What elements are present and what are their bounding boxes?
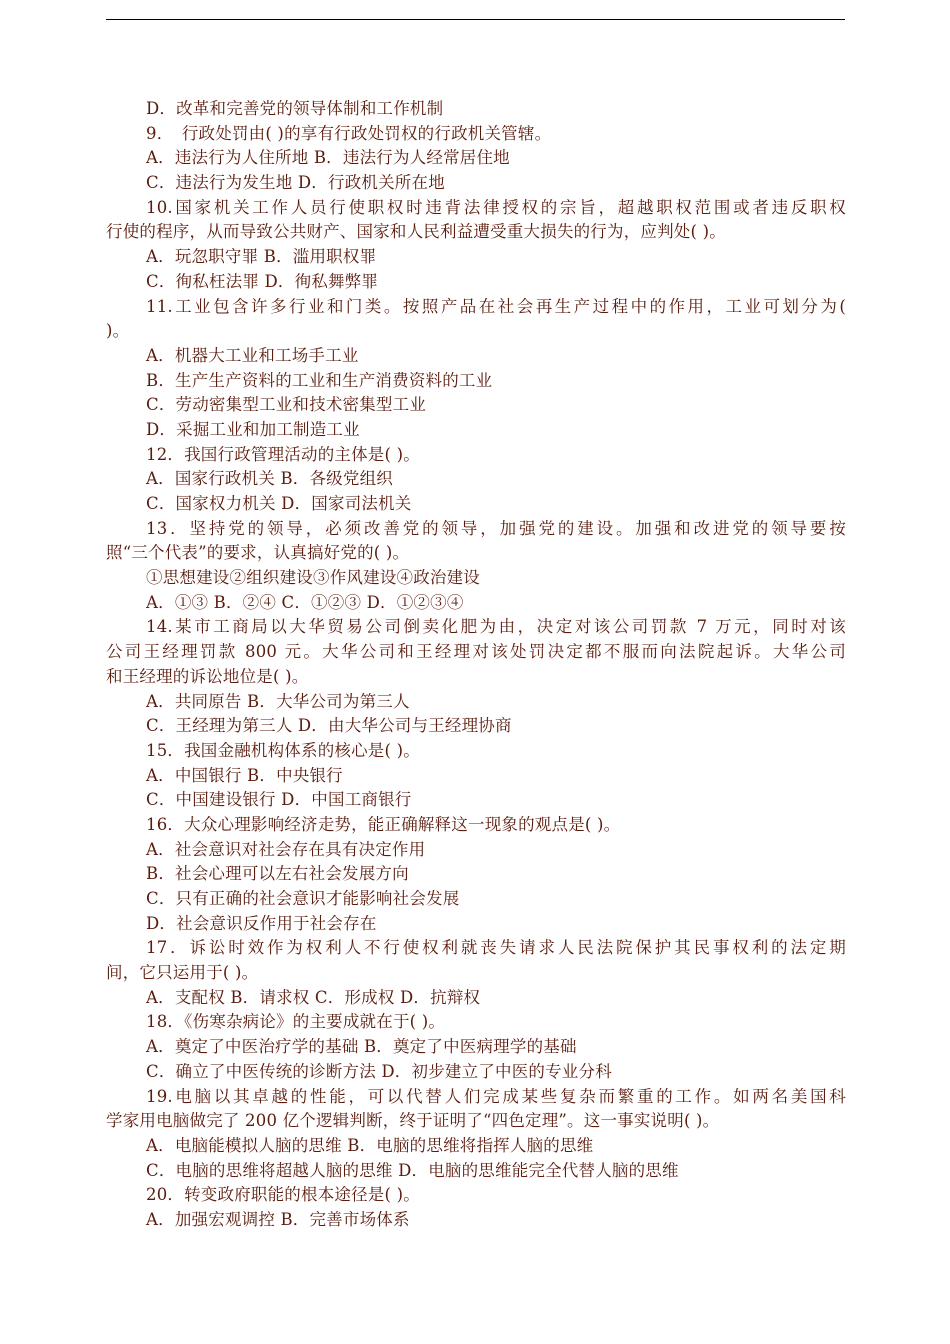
option-line: B．社会心理可以左右社会发展方向 [146,864,409,884]
option-line: A．支配权 B．请求权 C．形成权 D．抗辩权 [146,987,481,1007]
option-line: C．国家权力机关 D．国家司法机关 [146,494,412,513]
question-16: 16．大众心理影响经济走势，能正确解释这一现象的观点是( )。 [146,814,621,834]
option-line: A．加强宏观调控 B．完善市场体系 [146,1209,410,1229]
option-line: A．玩忽职守罪 B．滥用职权罪 [146,247,377,267]
option-line: C．王经理为第三人 D．由大华公司与王经理协商 [146,716,512,736]
question-9: 9． 行政处罚由( )的享有行政处罚权的行政机关管辖。 [146,123,552,143]
option-line: C．只有正确的社会意识才能影响社会发展 [146,889,460,908]
option-line: A．社会意识对社会存在具有决定作用 [146,839,426,859]
question-14-continued: 公司王经理罚款 800 元。大华公司和王经理对该处罚决定都不服而向法院起诉。大华公司 [106,642,846,662]
option-line: B．生产生产资料的工业和生产消费资料的工业 [146,370,493,390]
option-line: D．社会意识反作用于社会存在 [146,913,377,933]
option-line: A．中国银行 B．中央银行 [146,765,343,785]
option-line: A．奠定了中医治疗学的基础 B．奠定了中医病理学的基础 [146,1037,577,1057]
option-line: A．国家行政机关 B．各级党组织 [146,469,393,489]
option-line: D．采掘工业和加工制造工业 [146,419,360,439]
option-line: A．电脑能模拟人脑的思维 B．电脑的思维将指挥人脑的思维 [146,1135,594,1155]
option-line: A．违法行为人住所地 B．违法行为人经常居住地 [146,148,510,168]
option-line: A．机器大工业和工场手工业 [146,345,359,365]
question-19: 19.电脑以其卓越的性能，可以代替人们完成某些复杂而繁重的工作。如两名美国科 [146,1086,846,1106]
question-17: 17．诉讼时效作为权利人不行使权利就丧失请求人民法院保护其民事权利的法定期 [146,938,846,958]
question-10: 10.国家机关工作人员行使职权时违背法律授权的宗旨，超越职权范围或者违反职权 [146,197,846,217]
option-line: C．违法行为发生地 D．行政机关所在地 [146,173,445,193]
option-line: D．改革和完善党的领导体制和工作机制 [146,99,444,118]
question-11-continued: )。 [106,321,130,341]
question-19-continued: 学家用电脑做完了 200 亿个逻辑判断，终于证明了“四色定理”。这一事实说明( )。 [106,1111,720,1131]
option-line: C．确立了中医传统的诊断方法 D．初步建立了中医的专业分科 [146,1061,612,1081]
question-17-continued: 间，它只运用于( )。 [106,963,259,983]
question-13: 13．坚持党的领导，必须改善党的领导，加强党的建设。加强和改进党的领导要按 [146,518,846,538]
question-12: 12．我国行政管理活动的主体是( )。 [146,444,420,464]
question-13-items: ①思想建设②组织建设③作风建设④政治建设 [146,568,480,588]
option-line: A．共同原告 B．大华公司为第三人 [146,691,410,711]
option-line: C．电脑的思维将超越人脑的思维 D．电脑的思维能完全代替人脑的思维 [146,1160,679,1180]
option-line: C．劳动密集型工业和技术密集型工业 [146,395,427,415]
option-line: A．①③ B．②④ C．①②③ D．①②③④ [146,592,464,612]
question-20: 20．转变政府职能的根本途径是( )。 [146,1185,420,1205]
question-11: 11.工业包含许多行业和门类。按照产品在社会再生产过程中的作用，工业可划分为( [146,296,846,316]
option-line: C．中国建设银行 D．中国工商银行 [146,790,412,810]
header-rule [106,19,845,20]
question-14: 14.某市工商局以大华贸易公司倒卖化肥为由，决定对该公司罚款 7 万元，同时对该 [146,617,846,637]
question-10-continued: 行使的程序，从而导致公共财产、国家和人民利益遭受重大损失的行为，应判处( )。 [106,222,726,242]
document-body [106,97,846,1233]
question-15: 15．我国金融机构体系的核心是( )。 [146,740,420,760]
question-13-continued: 照“三个代表”的要求，认真搞好党的( )。 [106,543,410,563]
option-line: C．徇私枉法罪 D．徇私舞弊罪 [146,271,379,291]
question-18: 18．《伤寒杂病论》的主要成就在于( )。 [146,1012,446,1032]
question-14-continued: 和王经理的诉讼地位是( )。 [106,666,309,686]
